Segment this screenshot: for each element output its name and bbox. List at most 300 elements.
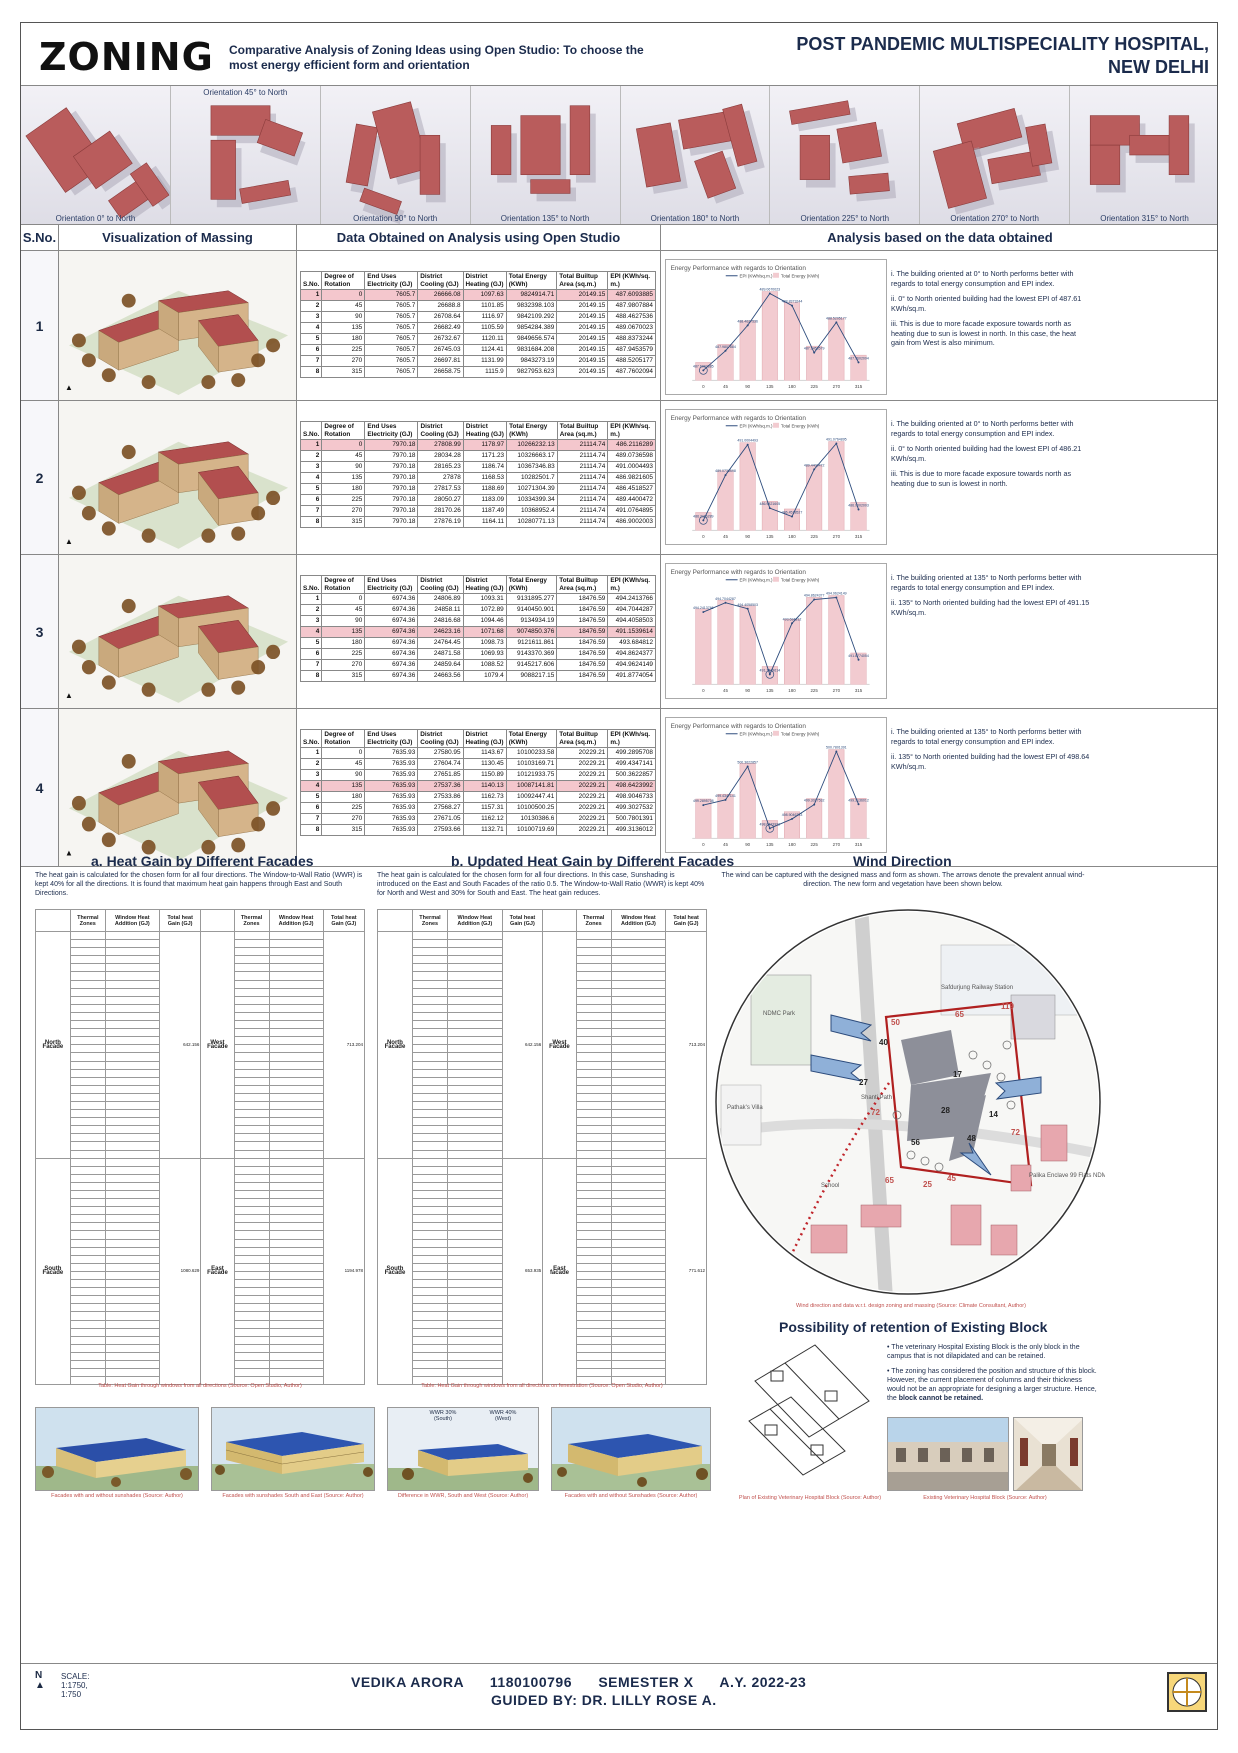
table-cell: 3 xyxy=(301,616,322,627)
tree xyxy=(122,445,136,459)
data-label: 491.0764895 xyxy=(826,437,847,442)
table-cell: 9832398.103 xyxy=(506,301,557,312)
table-cell: 27580.95 xyxy=(418,748,463,759)
legend-epi: EPI (KWh/sq.m.) xyxy=(739,273,773,279)
building-block xyxy=(570,106,590,175)
tree xyxy=(231,680,245,694)
header xyxy=(21,23,1218,85)
table-cell: 1 xyxy=(301,290,322,301)
legend-epi: EPI (KWh/sq.m.) xyxy=(739,731,773,737)
table-cell: 1120.11 xyxy=(463,334,506,345)
epi-point xyxy=(702,611,704,613)
table-cell: 1093.31 xyxy=(463,594,506,605)
table-cell: 180 xyxy=(322,638,365,649)
x-tick-label: 90 xyxy=(745,842,751,848)
legend-epi: EPI (KWh/sq.m.) xyxy=(739,423,773,429)
epi-point xyxy=(769,827,771,829)
data-label: 494.7044287 xyxy=(715,596,736,601)
data-label: 494.8624377 xyxy=(803,593,825,598)
x-tick-label: 0 xyxy=(702,384,705,390)
table-cell: 1188.69 xyxy=(463,484,506,495)
epi-point xyxy=(791,622,793,624)
heat-table-header: Thermal Zones xyxy=(234,910,269,932)
table-cell: 1178.97 xyxy=(463,440,506,451)
orientation-massing-diagram xyxy=(621,86,770,224)
table-cell: 7605.7 xyxy=(365,290,418,301)
data-label: 494.4058503 xyxy=(737,602,758,607)
epi-point xyxy=(858,361,860,363)
table-cell: 26708.64 xyxy=(418,312,463,323)
data-label: 493.684812 xyxy=(782,617,802,622)
table-cell: 1115.9 xyxy=(463,367,506,378)
svg-text:72: 72 xyxy=(1011,1128,1020,1137)
table-cell: 225 xyxy=(322,803,365,814)
table-cell: 18476.59 xyxy=(557,616,608,627)
data-label: 487.7602094 xyxy=(848,356,869,361)
analysis-note: i. The building oriented at 135° to North performs better with regards to total energy consumption and EPI index. xyxy=(891,573,1082,592)
table-cell: 4 xyxy=(301,323,322,334)
x-tick-label: 225 xyxy=(810,688,818,694)
table-cell: 2 xyxy=(301,451,322,462)
table-cell: 7970.18 xyxy=(365,440,418,451)
existing-block-plan xyxy=(745,1341,875,1491)
heat-table-row xyxy=(36,1158,365,1166)
tree xyxy=(251,506,265,520)
x-tick-label: 135 xyxy=(766,688,774,694)
table-cell: 20149.15 xyxy=(557,345,608,356)
data-table-wrap xyxy=(297,251,661,400)
table-cell: 9824914.71 xyxy=(506,290,557,301)
table-cell: 1171.23 xyxy=(463,451,506,462)
table-cell: 6974.36 xyxy=(365,638,418,649)
epi-point xyxy=(835,597,837,599)
analysis-notes xyxy=(891,727,1091,777)
heat-b-desc: The heat gain is calculated for the chosen form for all four directions. In this case, Sunshading is introduced on the East and South Facades of the ratio 0.5. The Window-to-Wall Ratio (WWR) is kept 40% for North and West and 30% for South and East. The heat gain reduces. xyxy=(377,872,705,897)
x-tick-label: 315 xyxy=(854,534,863,540)
analysis-note: ii. 0° to North oriented building had the lowest EPI of 486.21 KWh/sq.m. xyxy=(891,444,1082,463)
table-row xyxy=(301,517,656,528)
facade-total: 1080.629 xyxy=(159,1158,201,1385)
x-tick-label: 0 xyxy=(702,688,705,694)
table-cell: 10103169.71 xyxy=(506,759,557,770)
orientation-massing-diagram xyxy=(1070,86,1218,224)
table-cell: 3 xyxy=(301,462,322,473)
epi-point xyxy=(791,305,793,307)
facade-render-4 xyxy=(551,1407,711,1491)
data-label: 489.4400472 xyxy=(803,463,825,468)
heat-a-desc: The heat gain is calculated for the chosen form for all four directions. The Window-to-Wall Ratio (WWR) is kept 40% for all the directions. It is found that maximum heat gain happens through East and South Directions. xyxy=(35,872,363,897)
table-cell: 26745.03 xyxy=(418,345,463,356)
orientation-label: Orientation 225° to North xyxy=(800,214,890,223)
table-cell: 6974.36 xyxy=(365,605,418,616)
table-cell: 9121611.861 xyxy=(506,638,557,649)
table-header: Total Builtup Area (sq.m.) xyxy=(557,730,608,748)
energy-data-table xyxy=(300,729,656,836)
table-cell: 24764.45 xyxy=(418,638,463,649)
wind-label-station: Safdurjung Railway Station xyxy=(941,985,1014,991)
facade-label: West Facade xyxy=(543,932,576,1159)
epi-point xyxy=(747,766,749,768)
table-cell: 21114.74 xyxy=(557,440,608,451)
tree xyxy=(201,683,215,697)
table-cell: 499.4347141 xyxy=(608,759,656,770)
table-cell: 27604.74 xyxy=(418,759,463,770)
table-header: Total Energy (KWh) xyxy=(506,272,557,290)
table-header: District Cooling (GJ) xyxy=(418,272,463,290)
orientation-strip xyxy=(21,85,1218,225)
tree xyxy=(102,521,116,535)
x-tick-label: 225 xyxy=(810,384,818,390)
legend-swatch xyxy=(773,731,779,736)
table-cell: 3 xyxy=(301,770,322,781)
table-cell: 10100233.58 xyxy=(506,748,557,759)
table-cell: 8 xyxy=(301,825,322,836)
table-cell: 20229.21 xyxy=(557,770,608,781)
x-tick-label: 225 xyxy=(810,534,818,540)
existing-block-photo-1 xyxy=(887,1417,1009,1491)
facade-render-2 xyxy=(211,1407,375,1491)
chart-bar xyxy=(740,606,756,684)
table-cell: 5 xyxy=(301,484,322,495)
x-tick-label: 225 xyxy=(810,842,818,848)
tree xyxy=(142,375,156,389)
page-subtitle: Comparative Analysis of Zoning Ideas using Open Studio: To choose the most energy efficient form and orientation xyxy=(229,43,644,72)
building-block xyxy=(420,135,440,194)
epi-point xyxy=(858,659,860,661)
tree xyxy=(72,640,86,654)
svg-text:50: 50 xyxy=(891,1018,900,1027)
data-label: 486.2116289 xyxy=(693,514,714,519)
data-label: 488.8373244 xyxy=(781,299,803,304)
table-cell: 26732.67 xyxy=(418,334,463,345)
data-label: 489.0670023 xyxy=(759,287,781,292)
table-cell: 6974.36 xyxy=(365,660,418,671)
facade-label: North Facade xyxy=(378,932,413,1159)
heat-table-header: Total heat Gain (GJ) xyxy=(666,910,707,932)
table-row xyxy=(301,649,656,660)
table-cell: 315 xyxy=(322,367,365,378)
table-header: Total Energy (KWh) xyxy=(506,730,557,748)
analysis-row xyxy=(21,251,1218,401)
table-header: District Heating (GJ) xyxy=(463,730,506,748)
chart-bar xyxy=(740,443,756,531)
table-cell: 9074850.376 xyxy=(506,627,557,638)
tree xyxy=(72,333,86,347)
epi-point xyxy=(725,799,727,801)
table-cell: 27808.99 xyxy=(418,440,463,451)
guide-line: GUIDED BY: DR. LILLY ROSE A. xyxy=(491,1692,717,1708)
facade-total: 713.204 xyxy=(666,932,707,1159)
epi-point xyxy=(725,602,727,604)
x-tick-label: 90 xyxy=(745,384,751,390)
table-cell: 21114.74 xyxy=(557,451,608,462)
table-row xyxy=(301,660,656,671)
table-cell: 489.4400472 xyxy=(608,495,656,506)
table-row xyxy=(301,638,656,649)
svg-text:65: 65 xyxy=(955,1010,964,1019)
massing-visualization xyxy=(59,709,297,866)
tree xyxy=(231,526,245,540)
orientation-cell xyxy=(1070,86,1218,224)
orientation-label: Orientation 270° to North xyxy=(950,214,1039,223)
data-label: 487.9807884 xyxy=(715,344,736,349)
table-header: Total Builtup Area (sq.m.) xyxy=(557,422,608,440)
epi-point xyxy=(813,599,815,601)
table-row xyxy=(301,451,656,462)
building-block xyxy=(211,140,236,199)
heat-gain-table xyxy=(35,909,365,1385)
table-cell: 1116.97 xyxy=(463,312,506,323)
heat-b-caption: Table: Heat Gain through windows from all directions on fenestration (Source: Open Studio, Author) xyxy=(421,1383,663,1389)
table-cell: 27533.86 xyxy=(418,792,463,803)
table-cell: 1071.68 xyxy=(463,627,506,638)
table-cell: 135 xyxy=(322,323,365,334)
table-cell: 1 xyxy=(301,748,322,759)
table-cell: 6974.36 xyxy=(365,616,418,627)
epi-point xyxy=(835,321,837,323)
table-cell: 4 xyxy=(301,627,322,638)
data-label: 489.0736598 xyxy=(715,469,736,474)
table-cell: 180 xyxy=(322,792,365,803)
table-row xyxy=(301,301,656,312)
wind-desc: The wind can be captured with the designed mass and form as shown. The arrows denote the prevalent annual wind-direction. The new form and vegetation have been shown below. xyxy=(721,872,1085,888)
table-cell: 1183.09 xyxy=(463,495,506,506)
table-header: S.No. xyxy=(301,272,322,290)
table-cell: 90 xyxy=(322,462,365,473)
analysis-note: i. The building oriented at 0° to North performs better with regards to total energy consumption and EPI index. xyxy=(891,419,1074,438)
table-cell: 7635.93 xyxy=(365,759,418,770)
project-title xyxy=(689,33,1209,79)
facade-label: East facade xyxy=(543,1158,576,1385)
table-cell: 10280771.13 xyxy=(507,517,558,528)
table-cell: 27876.19 xyxy=(418,517,463,528)
orientation-cell xyxy=(920,86,1070,224)
table-cell: 491.0004493 xyxy=(608,462,656,473)
table-header: District Heating (GJ) xyxy=(463,576,506,594)
table-cell: 20229.21 xyxy=(557,759,608,770)
svg-text:56: 56 xyxy=(911,1138,920,1147)
heat-table-header xyxy=(201,910,234,932)
table-cell: 2 xyxy=(301,759,322,770)
tree xyxy=(122,754,136,769)
analysis-row xyxy=(21,401,1218,555)
table-header: End Uses Electricity (GJ) xyxy=(365,730,418,748)
tree xyxy=(122,599,136,613)
table-cell: 489.0670023 xyxy=(608,323,656,334)
table-cell: 24806.89 xyxy=(418,594,463,605)
north-arrow-icon: ▲ xyxy=(64,536,73,546)
data-label: 500.3622857 xyxy=(737,760,758,765)
table-cell: 486.4518527 xyxy=(608,484,656,495)
data-label: 494.2413766 xyxy=(693,606,714,611)
table-cell: 7635.93 xyxy=(365,803,418,814)
table-cell: 20149.15 xyxy=(557,356,608,367)
table-cell: 499.3027532 xyxy=(608,803,656,814)
table-cell: 315 xyxy=(322,517,365,528)
heat-table-header: Thermal Zones xyxy=(70,910,105,932)
table-cell: 10092447.41 xyxy=(506,792,557,803)
table-row xyxy=(301,345,656,356)
chart-bar xyxy=(829,596,845,685)
orientation-massing-diagram xyxy=(321,86,470,224)
table-cell: 1097.63 xyxy=(463,290,506,301)
tree xyxy=(72,486,86,500)
table-cell: 6 xyxy=(301,649,322,660)
table-cell: 500.7801391 xyxy=(608,814,656,825)
table-row xyxy=(301,312,656,323)
chart-bar xyxy=(806,465,822,530)
table-row xyxy=(301,759,656,770)
north-arrow-icon: ▲ xyxy=(64,848,73,858)
table-header: Total Builtup Area (sq.m.) xyxy=(557,576,608,594)
table-cell: 1 xyxy=(301,440,322,451)
energy-chart xyxy=(665,259,887,395)
table-cell: 1162.12 xyxy=(463,814,506,825)
table-cell: 1140.13 xyxy=(463,781,506,792)
analysis-notes xyxy=(891,573,1091,623)
tree xyxy=(266,645,280,659)
render-caption-2: Facades with sunshades South and East (Source: Author) xyxy=(222,1493,364,1499)
table-row xyxy=(301,825,656,836)
table-cell: 0 xyxy=(322,594,365,605)
head-analysis: Analysis based on the data obtained xyxy=(661,225,1218,251)
facade-label: North Facade xyxy=(36,932,71,1159)
table-cell: 315 xyxy=(322,671,365,682)
table-cell: 27651.85 xyxy=(418,770,463,781)
table-cell: 10282501.7 xyxy=(507,473,558,484)
table-cell: 10334399.34 xyxy=(507,495,558,506)
table-cell: 21114.74 xyxy=(557,484,608,495)
table-cell: 9131895.277 xyxy=(506,594,557,605)
epi-point xyxy=(813,468,815,470)
x-tick-label: 90 xyxy=(745,534,751,540)
row-number: 4 xyxy=(21,709,59,866)
table-cell: 491.1539614 xyxy=(608,627,656,638)
bottom-section xyxy=(21,847,1218,1730)
orientation-label: Orientation 90° to North xyxy=(353,214,438,223)
table-cell: 7605.7 xyxy=(365,334,418,345)
tree xyxy=(142,683,156,697)
table-cell: 7970.18 xyxy=(365,484,418,495)
table-header: EPI (KWh/sq. m.) xyxy=(608,576,656,594)
x-tick-label: 180 xyxy=(788,534,796,540)
wwr-west-label: WWR 40% (West) xyxy=(489,1410,517,1422)
data-label: 491.1539614 xyxy=(759,668,781,673)
chart-title: Energy Performance with regards to Orientation xyxy=(670,722,806,730)
table-header: EPI (KWh/sq. m.) xyxy=(608,272,656,290)
legend-total: Total Energy (KWh) xyxy=(780,731,820,737)
table-cell: 6974.36 xyxy=(365,671,418,682)
wwr-render xyxy=(387,1407,539,1491)
table-cell: 20149.15 xyxy=(557,367,608,378)
orientation-cell xyxy=(21,86,171,224)
table-cell: 488.5205177 xyxy=(608,356,656,367)
data-label: 488.5205177 xyxy=(826,316,847,321)
table-cell: 27878 xyxy=(418,473,463,484)
chart-bar xyxy=(740,321,756,380)
chart-title: Energy Performance with regards to Orientation xyxy=(670,568,806,576)
table-cell: 1131.99 xyxy=(463,356,506,367)
wind-label-pathak: Pathak's Villa xyxy=(727,1105,763,1111)
retention-p2-bold: block cannot be retained. xyxy=(898,1395,984,1402)
table-cell: 0 xyxy=(322,748,365,759)
x-tick-label: 45 xyxy=(723,842,728,848)
table-cell: 1088.52 xyxy=(463,660,506,671)
analysis-panel xyxy=(661,555,1218,708)
table-cell: 0 xyxy=(322,440,365,451)
table-header: S.No. xyxy=(301,422,322,440)
table-cell: 270 xyxy=(322,356,365,367)
svg-text:27: 27 xyxy=(859,1078,868,1087)
facade-label: South Facade xyxy=(378,1158,413,1385)
analysis-note: i. The building oriented at 0° to North performs better with regards to total energy consumption and EPI index. xyxy=(891,269,1074,288)
tree xyxy=(72,796,86,811)
facade-label: East Facade xyxy=(201,1158,234,1385)
epi-point xyxy=(702,519,704,521)
chart-bar xyxy=(829,442,845,531)
data-label: 491.0004493 xyxy=(737,438,758,443)
wind-label-school: School xyxy=(821,1183,840,1189)
epi-point xyxy=(835,751,837,753)
facade-label: West Facade xyxy=(201,932,234,1159)
table-row xyxy=(301,323,656,334)
table-cell: 498.9046733 xyxy=(608,792,656,803)
table-cell: 3 xyxy=(301,312,322,323)
table-row xyxy=(301,792,656,803)
table-cell: 10100719.69 xyxy=(506,825,557,836)
tree xyxy=(201,375,215,389)
analysis-panel xyxy=(661,251,1218,400)
table-cell: 7605.7 xyxy=(365,312,418,323)
wind-site-map xyxy=(711,905,1105,1299)
table-cell: 27671.05 xyxy=(418,814,463,825)
table-cell: 7 xyxy=(301,660,322,671)
epi-point xyxy=(858,803,860,805)
table-cell: 7970.18 xyxy=(365,462,418,473)
table-cell: 20149.15 xyxy=(557,323,608,334)
table-cell: 7 xyxy=(301,814,322,825)
project-title-line2: NEW DELHI xyxy=(1108,57,1209,77)
table-cell: 26697.81 xyxy=(418,356,463,367)
table-cell: 10368952.4 xyxy=(507,506,558,517)
table-cell: 26688.8 xyxy=(418,301,463,312)
table-cell: 21114.74 xyxy=(557,517,608,528)
table-row xyxy=(301,616,656,627)
building-block xyxy=(1090,145,1120,184)
analysis-row xyxy=(21,709,1218,867)
table-cell: 270 xyxy=(322,814,365,825)
table-row xyxy=(301,605,656,616)
data-table-wrap xyxy=(297,709,661,866)
facade-total: 642.156 xyxy=(502,932,543,1159)
poster-sheet xyxy=(20,22,1218,1730)
x-tick-label: 45 xyxy=(723,688,728,694)
x-tick-label: 270 xyxy=(832,534,841,540)
x-tick-label: 180 xyxy=(788,688,796,694)
heat-table-header xyxy=(543,910,576,932)
table-cell: 7605.7 xyxy=(365,345,418,356)
table-cell: 1143.67 xyxy=(463,748,506,759)
render-caption-4: Facades with and without Sunshades (Source: Author) xyxy=(564,1493,698,1499)
table-cell: 491.8774054 xyxy=(608,671,656,682)
chart-bar xyxy=(829,318,845,380)
table-cell: 10087141.81 xyxy=(506,781,557,792)
north-arrow-icon: ▲ xyxy=(64,690,73,700)
orientation-cell xyxy=(171,86,321,224)
table-cell: 27568.27 xyxy=(418,803,463,814)
table-cell: 28034.28 xyxy=(418,451,463,462)
legend-epi: EPI (KWh/sq.m.) xyxy=(739,577,773,583)
